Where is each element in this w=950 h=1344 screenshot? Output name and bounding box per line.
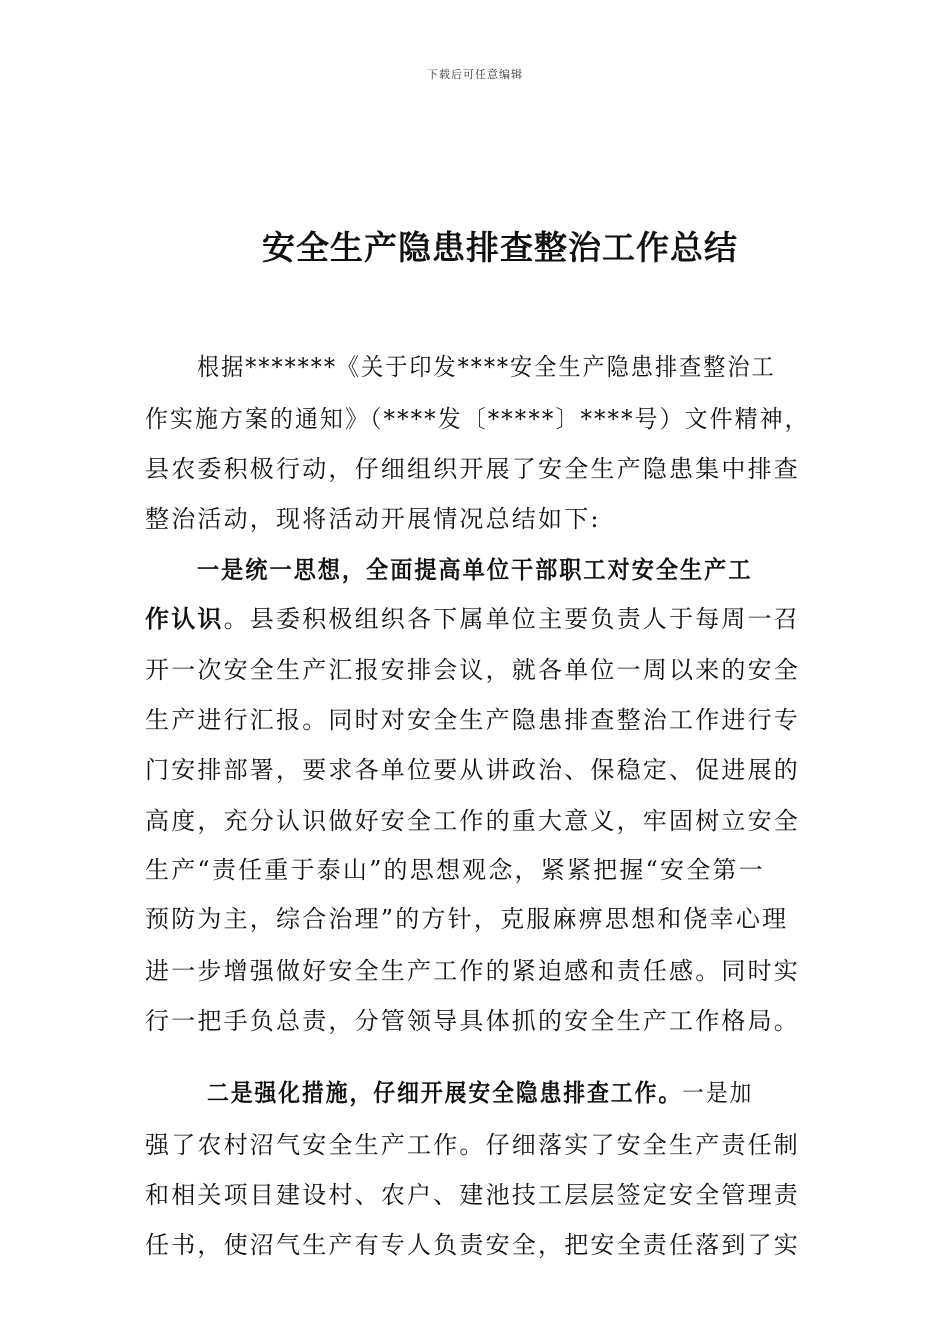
body-text: 。县委积极组织各下属单位主要负责人于每周一召 (223, 605, 801, 633)
bold-heading-text: 一是统一思想，全面提高单位干部职工对安全生产工 (197, 555, 753, 584)
body-text: 县农委积极行动，仔细组织开展了安全生产隐患集中排查 (145, 455, 800, 483)
body-text: 开一次安全生产汇报安排会议，就各单位一周以来的安全 (145, 656, 800, 684)
document-title: 安全生产隐患排查整治工作总结 (262, 228, 738, 267)
paragraph-line (145, 504, 810, 534)
body-text: 和相关项目建设村、农户、建池技工层层签定安全管理责 (145, 1181, 800, 1209)
paragraph-line (145, 1180, 810, 1210)
paragraph-line (207, 1078, 810, 1108)
paragraph-line (145, 755, 810, 785)
body-text: 高度，充分认识做好安全工作的重大意义，牢固树立安全 (145, 807, 800, 835)
paragraph-line (145, 1130, 810, 1160)
body-text: 整治活动，现将活动开展情况总结如下: (145, 505, 601, 533)
body-text: 作实施方案的通知》（****发〔*****〕****号）文件精神， (145, 405, 810, 433)
body-text: 任书，使沼气生产有专人负责安全，把安全责任落到了实 (145, 1231, 800, 1259)
body-text: 进一步增强做好安全生产工作的紧迫感和责任感。同时实 (145, 957, 800, 985)
paragraph-line (145, 655, 810, 685)
paragraph-line (197, 555, 810, 585)
header-note: 下载后可任意编辑 (427, 68, 523, 81)
body-text: 根据*******《关于印发****安全生产隐患排查整治工 (197, 353, 776, 381)
bold-heading-text: 二是强化措施，仔细开展安全隐患排查工作。 (207, 1078, 683, 1107)
body-text: 强了农村沼气安全生产工作。仔细落实了安全生产责任制 (145, 1131, 800, 1159)
body-text: 预防为主，综合治理”的方针，克服麻痹思想和侥幸心理 (145, 905, 789, 933)
paragraph-line (197, 352, 810, 382)
body-text: 门安排部署，要求各单位要从讲政治、保稳定、促进展的 (145, 756, 800, 784)
paragraph-line (145, 1006, 810, 1036)
paragraph-line (145, 806, 810, 836)
paragraph-line (145, 604, 810, 634)
paragraph-line (145, 855, 810, 885)
paragraph-line (145, 454, 810, 484)
paragraph-line (145, 705, 810, 735)
paragraph-line (145, 1230, 810, 1260)
paragraph-line (145, 404, 810, 434)
body-text: 生产“责任重于泰山”的思想观念，紧紧把握“安全第一 (145, 856, 765, 884)
paragraph-line (145, 956, 810, 986)
bold-heading-text: 作认识 (145, 604, 224, 633)
body-text: 行一把手负总责，分管领导具体抓的安全生产工作格局。 (145, 1007, 800, 1035)
body-text: 生产进行汇报。同时对安全生产隐患排查整治工作进行专 (145, 706, 800, 734)
body-text: 一是加 (682, 1079, 754, 1107)
paragraph-line (145, 904, 810, 934)
